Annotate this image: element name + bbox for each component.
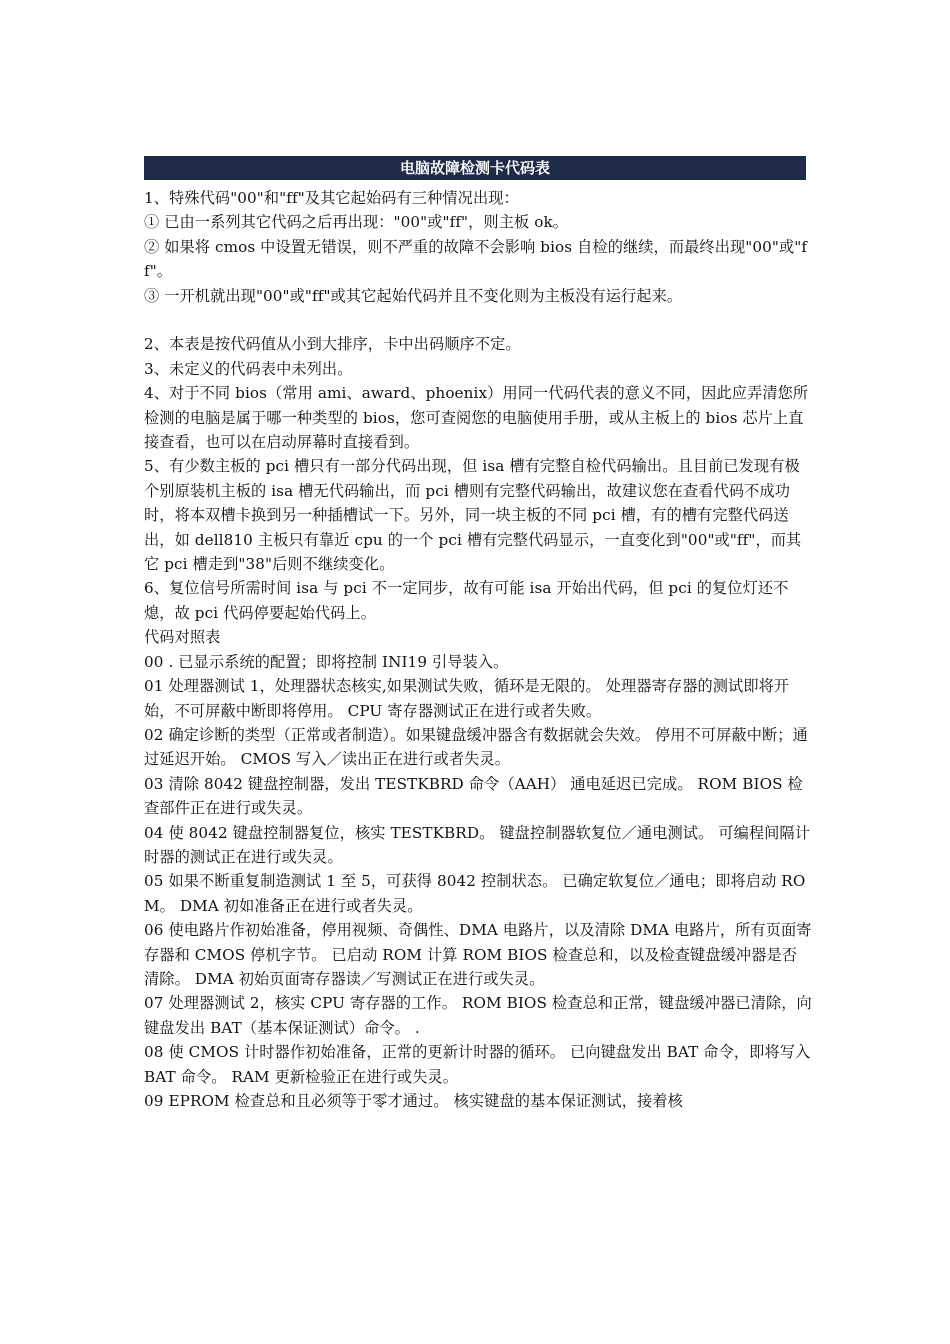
note-5: 5、有少数主板的 pci 槽只有一部分代码出现，但 isa 槽有完整自检代码输出。且目前已发现有极个别原装机主板的 isa 槽无代码输出，而 pci 槽则有完整代码输出，故建议您在查看代码不成功时，将本双槽卡换到另一种插槽试一下。另外，同一块主板的不同 pci 槽，有的槽有完整代码送出，如 dell810 主板只有靠近 cpu 的一个 pci 槽有完整代码显示，一直变化到"00"或"ff"，而其它 pci 槽走到"38"后则不继续变化。 [144, 457, 802, 574]
code-entry-00: 00 . 已显示系统的配置；即将控制 INI19 引导装入。 [144, 652, 509, 671]
code-table-heading: 代码对照表 [144, 628, 221, 647]
note-3: 3、未定义的代码表中未列出。 [144, 359, 353, 378]
intro-line-2: ① 已由一系列其它代码之后再出现："00"或"ff"，则主板 ok。 [144, 213, 569, 232]
intro-line-3: ② 如果将 cmos 中设置无错误，则不严重的故障不会影响 bios 自检的继续，而最终出现"00"或"ff"。 [144, 237, 808, 281]
code-entry-08: 08 使 CMOS 计时器作初始准备，正常的更新计时器的循环。 已向键盘发出 BAT 命令，即将写入 BAT 命令。 RAM 更新检验正在进行或失灵。 [144, 1043, 811, 1086]
code-entry-05: 05 如果不断重复制造测试 1 至 5，可获得 8042 控制状态。 已确定软复位／通电；即将启动 ROM。 DMA 初如准备正在进行或者失灵。 [144, 872, 806, 915]
code-entry-06: 06 使电路片作初始准备，停用视频、奇偶性、DMA 电路片，以及清除 DMA 电路片，所有页面寄存器和 CMOS 停机字节。 已启动 ROM 计算 ROM BIOS 检查总和，以及检查键盘缓冲器是否清除。 DMA 初始页面寄存器读／写测试正在进行或失灵。 [144, 921, 812, 988]
intro-line-4: ③ 一开机就出现"00"或"ff"或其它起始代码并且不变化则为主板没有运行起来。 [144, 286, 683, 305]
code-entry-04: 04 使 8042 键盘控制器复位，核实 TESTKBRD。 键盘控制器软复位／通电测试。 可编程间隔计时器的测试正在进行或失灵。 [144, 823, 811, 866]
note-2: 2、本表是按代码值从小到大排序，卡中出码顺序不定。 [144, 335, 521, 354]
document-page [144, 156, 812, 1113]
code-entry-09: 09 EPROM 检查总和且必须等于零才通过。 核实键盘的基本保证测试，接着核 [144, 1092, 683, 1111]
code-entry-02: 02 确定诊断的类型（正常或者制造）。如果键盘缓冲器含有数据就会失效。 停用不可屏蔽中断；通过延迟开始。 CMOS 写入／读出正在进行或者失灵。 [144, 725, 808, 769]
note-4: 4、对于不同 bios（常用 ami、award、phoenix）用同一代码代表的意义不同，因此应弄清您所检测的电脑是属于哪一种类型的 bios，您可查阅您的电脑使用手册，或从主板上的 bios 芯片上直接查看，也可以在启动屏幕时直接看到。 [144, 384, 809, 452]
intro-line-1: 1、特殊代码"00"和"ff"及其它起始码有三种情况出现： [144, 189, 519, 207]
code-entry-07: 07 处理器测试 2，核实 CPU 寄存器的工作。 ROM BIOS 检查总和正常，键盘缓冲器已清除，向键盘发出 BAT（基本保证测试）命令。 . [144, 994, 812, 1037]
document-title: 电脑故障检测卡代码表 [144, 156, 806, 180]
note-6: 6、复位信号所需时间 isa 与 pci 不一定同步，故有可能 isa 开始出代码，但 pci 的复位灯还不熄，故 pci 代码停要起始代码上。 [144, 579, 789, 622]
paragraph-spacer [144, 308, 812, 332]
code-entry-03: 03 清除 8042 键盘控制器，发出 TESTKBRD 命令（AAH） 通电延迟已完成。 ROM BIOS 检查部件正在进行或失灵。 [144, 774, 803, 818]
code-entry-01: 01 处理器测试 1，处理器状态核实,如果测试失败，循环是无限的。 处理器寄存器的测试即将开始，不可屏蔽中断即将停用。 CPU 寄存器测试正在进行或者失败。 [144, 677, 790, 720]
